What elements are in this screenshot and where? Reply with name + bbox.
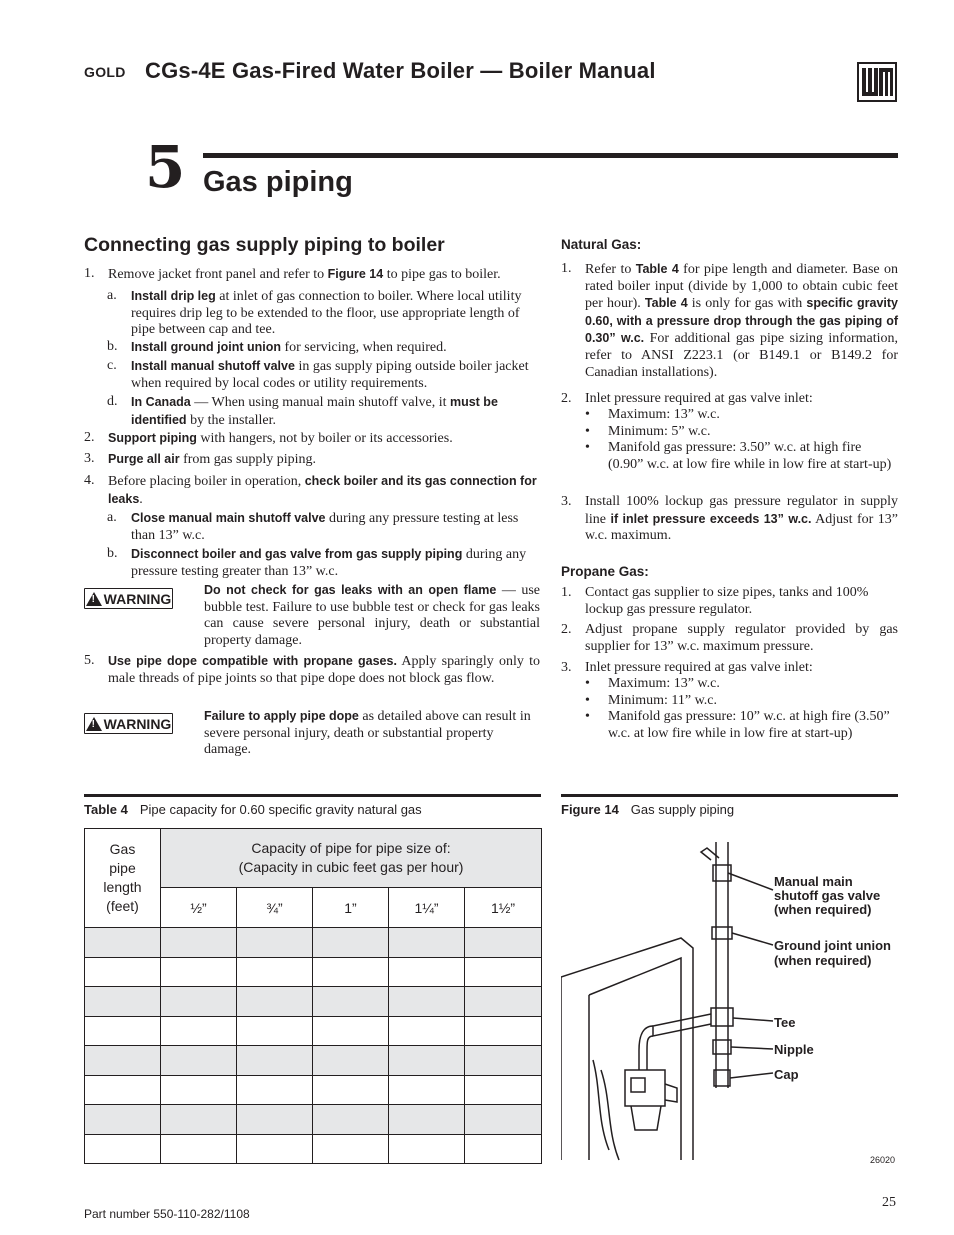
bullet-item: • Manifold gas pressure: 3.50” w.c. at high fire (0.90” w.c. at low fire while in low fire at start-up) bbox=[585, 440, 892, 472]
table-row bbox=[85, 1105, 542, 1135]
section-title: Gas piping bbox=[203, 166, 353, 198]
callout-union-line1: Ground joint union bbox=[774, 938, 891, 953]
callout-valve-line3: (when required) bbox=[774, 902, 872, 917]
natural-bullets bbox=[585, 407, 898, 473]
bullet-item: • Manifold gas pressure: 10” w.c. at high fire (3.50” w.c. at low fire while in low fire at start-up) bbox=[585, 709, 890, 741]
propane-gas-heading: Propane Gas: bbox=[561, 564, 649, 579]
figure-caption: Figure 14 Gas supply piping bbox=[561, 802, 735, 817]
subheading-connecting: Connecting gas supply piping to boiler bbox=[84, 234, 445, 256]
manual-title: CGs-4E Gas-Fired Water Boiler — Boiler Manual bbox=[145, 58, 656, 83]
page-number: 25 bbox=[882, 1195, 896, 1210]
warning-text-2: Failure to apply pipe dope as detailed above can result in severe personal injury, death or substantial property damage. bbox=[204, 709, 531, 758]
figure-top-rule bbox=[561, 794, 898, 797]
callout-union-line2: (when required) bbox=[774, 953, 872, 968]
piping-illustration bbox=[561, 830, 898, 1165]
pipe-capacity-table bbox=[84, 828, 542, 1164]
bullet-item: • Maximum: 13” w.c. bbox=[585, 407, 720, 422]
warning-triangle-icon bbox=[86, 717, 102, 731]
table-row bbox=[85, 957, 542, 987]
col-header-size: 1” bbox=[313, 888, 389, 928]
table-row bbox=[85, 1046, 542, 1076]
propane-bullets bbox=[585, 676, 898, 742]
warning-text-1: Do not check for gas leaks with an open flame — use bubble test. Failure to use bubble test or check for gas leaks can cause severe personal injury, death or substantial property damage. bbox=[204, 583, 540, 648]
natural-gas-heading: Natural Gas: bbox=[561, 237, 642, 252]
col-header-size: 1¼” bbox=[389, 888, 465, 928]
table-caption: Table 4 Pipe capacity for 0.60 specific gravity natural gas bbox=[84, 802, 422, 817]
callout-nipple: Nipple bbox=[774, 1042, 814, 1057]
figure-id: 26020 bbox=[870, 1155, 896, 1165]
bullet-item: • Maximum: 13” w.c. bbox=[585, 676, 720, 691]
warning-badge-1: ! WARNING bbox=[84, 588, 173, 609]
wm-logo bbox=[857, 62, 897, 102]
table-row bbox=[85, 1075, 542, 1105]
col-header-group: Capacity of pipe for pipe size of: (Capacity in cubic feet gas per hour) bbox=[161, 829, 542, 888]
bullet-item: • Minimum: 5” w.c. bbox=[585, 423, 711, 439]
warning-badge-2: ! WARNING bbox=[84, 713, 173, 734]
col-header-length: Gas pipe length (feet) bbox=[85, 829, 161, 928]
warning-triangle-icon bbox=[86, 592, 102, 606]
table-top-rule bbox=[84, 794, 541, 797]
col-header-size: ¾” bbox=[237, 888, 313, 928]
col-header-size: ½” bbox=[161, 888, 237, 928]
part-number: Part number 550-110-282/1108 bbox=[84, 1207, 250, 1221]
section-rule bbox=[203, 153, 898, 158]
callout-cap: Cap bbox=[774, 1067, 799, 1082]
bullet-item: • Minimum: 11” w.c. bbox=[585, 692, 718, 708]
col-header-size: 1½” bbox=[465, 888, 542, 928]
brand-label: GOLD bbox=[84, 64, 126, 80]
table-row bbox=[85, 987, 542, 1017]
table-row bbox=[85, 1134, 542, 1164]
table-row bbox=[85, 928, 542, 958]
gas-supply-piping-figure bbox=[561, 830, 898, 1165]
callout-tee: Tee bbox=[774, 1015, 796, 1030]
section-number: 5 bbox=[145, 133, 186, 201]
callout-valve-line2: shutoff gas valve bbox=[774, 888, 881, 903]
table-row bbox=[85, 1016, 542, 1046]
callout-valve-line1: Manual main bbox=[774, 874, 853, 889]
